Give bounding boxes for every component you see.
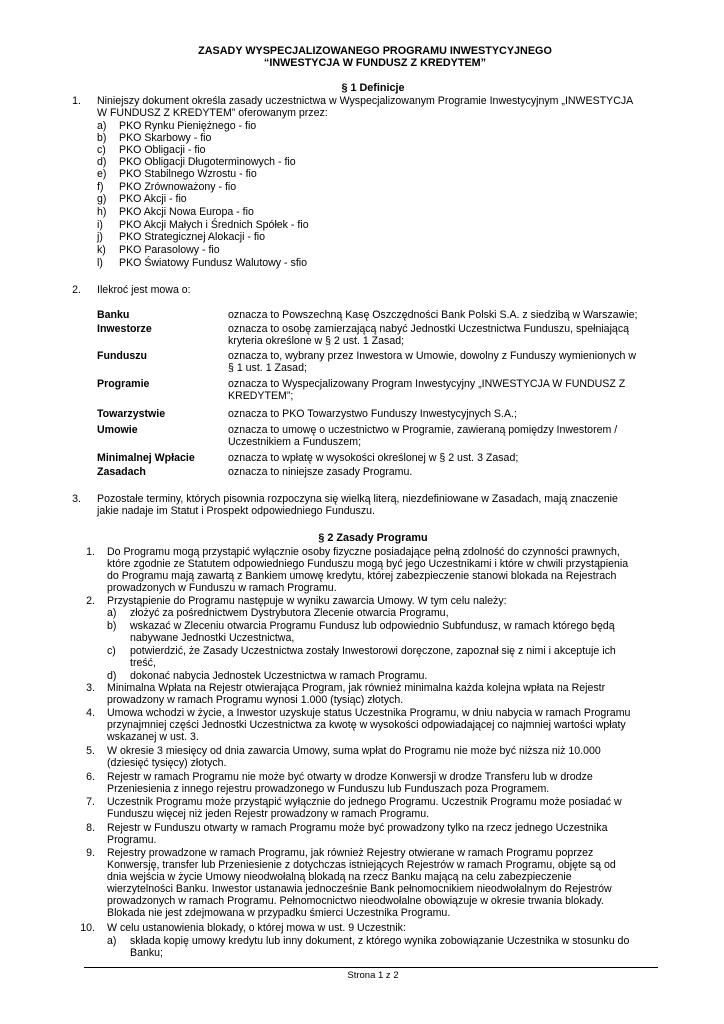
s2-item-text: W celu ustanowienia blokady, o której mowa w ust. 9 Uczestnik: [107,922,406,934]
s2-item-text: Rejestr w ramach Programu nie może być otwarty w drodze Konwersji w drodze Transferu lub w drodze Przeniesienia z innego rejestru prowadzonego w Funduszu lub Funduszach poza Programem. [107,771,593,796]
sub-label: d) [107,670,117,682]
fund-label: e) [97,168,107,180]
definition-text: oznacza to wpłatę w wysokości określonej w § 2 ust. 3 Zasad; [228,452,519,464]
fund-name: PKO Strategicznej Alokacji - fio [119,231,266,243]
footer-divider [84,967,658,968]
fund-label: c) [97,144,106,156]
s1-item1-line: W FUNDUSZ Z KREDYTEM” oferowanym przez: [97,107,328,119]
section2-heading: § 2 Zasady Programu [318,532,428,544]
s2-item-number: 7. [86,796,95,808]
sub-label: a) [107,935,117,947]
fund-name: PKO Skarbowy - fio [119,132,212,144]
document-title-line2: “INWESTYCJA W FUNDUSZ Z KREDYTEM” [263,57,487,69]
fund-name: PKO Akcji Małych i Średnich Spółek - fio [119,219,309,231]
sub-text: dokonać nabycia Jednostek Uczestnictwa w ramach Programu. [130,670,428,682]
s1-item1-line: Niniejszy dokument określa zasady uczestnictwa w Wyspecjalizowanym Programie Inwestycyjnym „INWESTYCJA [97,95,634,107]
s1-item3-text: Pozostałe terminy, których pisownia rozpoczyna się wielką literą, niezdefiniowane w Zasadach, mają znaczenie jakie nadaje im Statut i Prospekt odpowiedniego Funduszu. [97,493,618,518]
definition-text: oznacza to PKO Towarzystwo Funduszy Inwestycyjnych S.A.; [228,408,517,420]
s1-item2-text: Ilekroć jest mowa o: [97,284,191,296]
definition-term: Programie [97,378,150,390]
document-title-line1: ZASADY WYSPECJALIZOWANEGO PROGRAMU INWESTYCYJNEGO [198,45,552,57]
s2-item-text: Minimalna Wpłata na Rejestr otwierająca Program, jak również minimalna każda kolejna wpłata na Rejestr prowadzony w ramach Programu wynosi 1.000 (tysiąc) złotych. [107,682,606,707]
sub-text: złożyć za pośrednictwem Dystrybutora Zlecenie otwarcia Programu, [130,607,449,619]
s1-item2-number: 2. [72,284,81,296]
s2-item-number: 6. [86,771,95,783]
s2-item-text: Umowa wchodzi w życie, a Inwestor uzyskuje status Uczestnika Programu, w dniu nabycia w ramach Programu przynajmniej części Jednostki Uczestnictwa za kwotę w wysokości odpowiadającej co najmniej wartości wpłaty wskazanej w ust. 3. [107,707,631,744]
section1-heading: § 1 Definicje [341,82,405,94]
definition-text: oznacza to umowę o uczestnictwo w Programie, zawieraną pomiędzy Inwestorem / Uczestnikiem a Funduszem; [228,424,618,449]
s2-item-number: 4. [86,707,95,719]
fund-name: PKO Akcji - fio [119,193,187,205]
definition-term: Minimalnej Wpłacie [97,452,195,464]
fund-label: b) [97,132,107,144]
definition-text: oznacza to osobę zamierzającą nabyć Jednostki Uczestnictwa Funduszu, spełniającą kryteria określone w § 2 ust. 1 Zasad; [228,323,630,348]
s2-item-text: Do Programu mogą przystąpić wyłącznie osoby fizyczne posiadające pełną zdolność do czynności prawnych, które zgodnie ze Statutem odpowiedniego Funduszu mogą być jego Uczestnikami i które w chwili przystąpienia do Programu mają zawartą z Bankiem umowę kredytu, której zabezpieczenie stanowi blokada na Rejestrach prowadzonych w Funduszu w ramach Programu. [107,546,629,595]
fund-name: PKO Parasolowy - fio [119,244,220,256]
sub-text: potwierdzić, że Zasady Uczestnictwa zostały Inwestorowi doręczone, zapoznał się z nimi i akceptuje ich treść, [130,645,616,670]
fund-name: PKO Zrównoważony - fio [119,181,237,193]
fund-label: g) [97,193,107,205]
sub-label: a) [107,607,117,619]
s2-item-text: W okresie 3 miesięcy od dnia zawarcia Umowy, suma wpłat do Programu nie może być niższa niż 10.000 (dziesięć tysięcy) złotych. [107,745,601,770]
sub-text: wskazać w Zleceniu otwarcia Programu Fundusz lub odpowiednio Subfundusz, w ramach którego będą nabywane Jednostki Uczestnictwa, [130,620,615,645]
fund-label: f) [97,181,104,193]
s1-item3-number: 3. [72,493,81,505]
fund-name: PKO Obligacji Długoterminowych - fio [119,156,296,168]
definition-term: Funduszu [97,350,148,362]
fund-name: PKO Akcji Nowa Europa - fio [119,206,254,218]
definition-text: oznacza to Wyspecjalizowany Program Inwestycyjny „INWESTYCJA W FUNDUSZ Z KREDYTEM”; [228,378,626,403]
fund-label: i) [97,219,103,231]
definition-text: oznacza to Powszechną Kasę Oszczędności Bank Polski S.A. z siedzibą w Warszawie; [228,309,638,321]
fund-label: l) [97,257,103,269]
s2-item-number: 5. [86,745,95,757]
fund-label: k) [97,244,106,256]
fund-name: PKO Stabilnego Wzrostu - fio [119,168,257,180]
page-number: Strona 1 z 2 [347,970,399,981]
s1-item1-number: 1. [72,95,81,107]
definition-term: Umowie [97,424,138,436]
definition-term: Zasadach [97,466,146,478]
definition-term: Inwestorze [97,323,152,335]
definition-term: Towarzystwie [97,408,166,420]
fund-name: PKO Światowy Fundusz Walutowy - sfio [119,257,308,269]
s2-item-text: Uczestnik Programu może przystąpić wyłącznie do jednego Programu. Uczestnik Programu może posiadać w Funduszu więcej niż jeden Rejestr prowadzony w ramach Programu. [107,796,622,821]
fund-label: h) [97,206,107,218]
s2-item-number: 1. [86,546,95,558]
s2-item-text: Przystąpienie do Programu następuje w wyniku zawarcia Umowy. W tym celu należy: [107,595,507,607]
fund-label: d) [97,156,107,168]
s2-item-number: 2. [86,595,95,607]
fund-label: j) [97,231,103,243]
fund-label: a) [97,120,107,132]
sub-label: b) [107,620,117,632]
sub-label: c) [107,645,116,657]
s2-item-number: 8. [86,822,95,834]
definition-term: Banku [97,309,130,321]
fund-name: PKO Obligacji - fio [119,144,206,156]
s2-item-text: Rejestry prowadzone w ramach Programu, jak również Rejestry otwierane w ramach Programu poprzez Konwersję, transfer lub Przeniesienie z dotychczas istniejących Rejestrów w ramach Programu, objęte są od dnia wejścia w życie Umowy nieodwołalną blokadą na rzecz Banku mającą na celu zabezpieczenie wierzytelności Banku. Inwestor ustanawia jednocześnie Bank pełnomocnikiem nieodwołalnym do Rejestrów prowadzonych w ramach Programu. Pełnomocnictwo nieodwołalne obowiązuje w okresie trwania blokady. Blokada nie jest zdejmowana w przypadku śmierci Uczestnika Programu. [107,847,616,920]
definition-text: oznacza to niniejsze zasady Programu. [228,466,413,478]
sub-text: składa kopię umowy kredytu lub inny dokument, z którego wynika zobowiązanie Uczestnika w stosunku do Banku; [130,935,630,960]
s2-item-number: 3. [86,682,95,694]
s2-item-number: 10. [80,922,95,934]
s2-item-number: 9. [86,847,95,859]
definition-text: oznacza to, wybrany przez Inwestora w Umowie, dowolny z Funduszy wymienionych w § 1 ust. 1 Zasad; [228,350,637,375]
fund-name: PKO Rynku Pieniężnego - fio [119,120,257,132]
s2-item-text: Rejestr w Funduszu otwarty w ramach Programu może być prowadzony tylko na rzecz jednego Uczestnika Programu. [107,822,608,847]
